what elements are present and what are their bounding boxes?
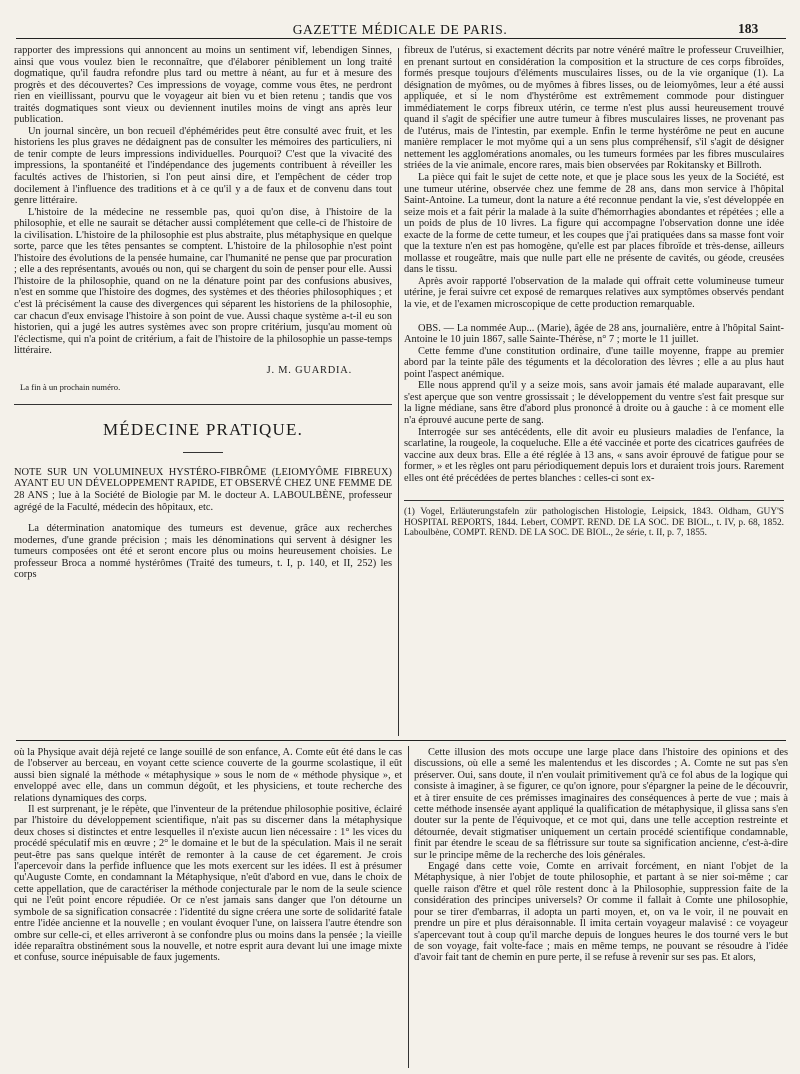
paragraph: Cette illusion des mots occupe une large place dans l'histoire des opinions et des discussions, où elle a semé les malentendus et les discordes ; A. Comte ne sut pas s'en préserver. Oui, sans doute, il n'en voulait primitivement qu'à ce fol abus de la logique qui consiste à imaginer, à se figurer, ce qu'on ignore, pour s'épargner la peine de le découvrir, et à tirer ensuite de ces prémisses imaginaires des conséquences à perte de vue ; mais à cette méthode insensée ayant appliqué la qualification de métaphysique, il glissa sans s'en douter sur la pente de l'équivoque, et ce mot qui, dans une telle acception restreinte et détournée, devait stigmatiser uniquement un certain procédé scientifique condamnable, finit par étendre le sceau de sa flétrissure sur toute sa signification ancienne, c'est-à-dire sur le principe même de la recherche des lois générales.	[414, 747, 788, 861]
paragraph: Engagé dans cette voie, Comte en arrivait forcément, en niant l'objet de la Métaphysique, à nier l'objet de toute philosophie, et partant à se nier soi-même ; car quelle raison d'être et quel rôle restent donc à la Philosophie, suppression faite de la considération des principes universels? Or comme il fallait à Comte une philosophie, pour se tirer d'embarras, il adopta un parti moyen, et, on va le voir, il ne pouvait en prendre un pire et plus déraisonnable. Il imita certain voyageur malavisé : ce voyageur s'apercevant tout à coup qu'il marche depuis de longues heures le dos tourné vers le but de son voyage, fait volte-face ; mais en même temps, ne pouvant se résoudre à l'idée d'avoir fait tant de chemin en pure perte, il se refuse à revenir sur ses pas. Et alors,	[414, 861, 788, 964]
section-ornament	[14, 447, 392, 459]
continuation-note: La fin à un prochain numéro.	[20, 382, 121, 393]
section-rule	[14, 404, 392, 405]
right-column	[404, 45, 784, 735]
footnote-rule	[404, 500, 784, 501]
page-header	[0, 6, 800, 37]
section-divider-rule	[16, 740, 786, 741]
left-column	[14, 45, 392, 735]
journal-title: GAZETTE MÉDICALE DE PARIS.	[292, 22, 508, 37]
paragraph: La pièce qui fait le sujet de cette note, et que je place sous les yeux de la Société, est une tumeur utérine, observée chez une femme de 28 ans, dans mon service à l'hôpital Saint-Antoine. La tumeur, dont la nature a été reconnue pendant la vie, s'est développée en seize mois et a fait périr la malade à la suite d'hémorrhagies abondantes et répétées ; elle a un poids de plus de 10 livres. La figure qui accompagne l'observation donne une idée exacte de la forme de cette tumeur, et les coupes que j'ai pratiquées dans sa masse font voir que la texture n'en est pas homogène, qu'elle est par places fibroïde et très-dense, ailleurs mollasse et rougeâtre, mais que nulle part elle ne présente de cavités, ou géode, creusées dans le tissu.	[404, 172, 784, 276]
column-divider-lower	[408, 746, 409, 1068]
paragraph: L'histoire de la médecine ne ressemble pas, quoi qu'on dise, à l'histoire de la philosophie, et elle ne saurait se détacher aussi complétement que celle-ci de l'histoire de la civilisation. L'histoire de la philosophie est plus abstraite, plus métaphysique en quelque sorte, parce que les têtes pensantes se comptent. L'histoire de la philosophie n'est point l'histoire des évolutions de la pensée humaine, car l'humanité ne pense que par procuration ; elle a des représentants, avoués ou non, qui se chargent du soin de penser pour elle. Aussi l'histoire de la philosophie, quand on ne la dénature point par des confusions abusives, n'est en somme que l'histoire des dogmes, des systèmes et des théories philosophiques ; et c'est là précisément la cause des divergences qui séparent les historiens de la philosophie, car chacun d'eux envisage l'histoire à son point de vue. Aussi chaque système a-t-il eu son historien, qui a jugé les autres systèmes avec son propre critérium, jusqu'au moment où l'éclectisme, qui n'a point de critérium, a fait de l'histoire de la philosophie un passe-temps littéraire.	[14, 206, 392, 357]
paragraph: Il est surprenant, je le répète, que l'inventeur de la prétendue philosophie positive, éclairé par l'histoire du développement scientifique, n'ait pas su discerner dans la métaphysique deux choses si distinctes et entre lesquelles il n'existe aucun lien nécessaire : 1° les vices du procédé spéculatif mis en œuvre ; 2° le domaine et le but de la spéculation. Mais il ne serait peut-être pas sans quelque intérêt de remonter à la cause de cet égarement. Je crois l'apercevoir dans la perfide influence que les mots exercent sur les idées. Il est à présumer qu'Auguste Comte, en condamnant la Métaphysique, n'eût d'abord en vue, dans le choix de cette appellation, que de caractériser la méthode conjecturale par le nom de la seule science qui ne l'eût point encore répudiée. Or ce n'est jamais sans danger que l'on détourne un symbole de sa signification consacrée : l'identité du signe créera une sorte de solidarité fatale entre l'idée ancienne et la nouvelle ; en voulant évoquer l'une, on laissera l'autre étendre son ombre sur celle-ci, et elles arriveront à se confondre plus ou moins dans la pensée ; la vieille idée reparaîtra obstinément sous la nouvelle, et notre esprit aura devant lui une image mixte et confuse, source inépuisable de faux jugements.	[14, 804, 402, 964]
paragraph: La détermination anatomique des tumeurs est devenue, grâce aux recherches modernes, d'une grande précision ; mais les dénominations qui servent à désigner les tumeurs composées ont été et seront encore plus ou moins heureusement choisies. Le professeur Broca a nommé hystérômes (Traité des tumeurs, t. I, p. 140, et II, 252) les corps	[14, 523, 392, 581]
paragraph: Après avoir rapporté l'observation de la malade qui offrait cette volumineuse tumeur utérine, je ferai suivre cet exposé de remarques relatives aux symptômes observés pendant la vie, et de l'examen microscopique de cette production remarquable.	[404, 275, 784, 311]
observation-heading: OBS. — La nommée Aup... (Marie), âgée de 28 ans, journalière, entre à l'hôpital Saint-Antoine le 10 juin 1867, salle Sainte-Thérèse, n° 7 ; morte le 11 juillet.	[404, 322, 784, 346]
bottom-left-column	[14, 747, 402, 1071]
article-title: NOTE SUR UN VOLUMINEUX HYSTÉRO-FIBRÔME (LEIOMYÔME FIBREUX) AYANT EU UN DÉVELOPPEMENT RAPIDE, ET OBSERVÉ CHEZ UNE FEMME DE 28 ANS ; lue à la Société de Biologie par M. le docteur A. LABOULBÈNE, professeur agrégé de la Faculté, médecin des hôpitaux, etc.	[14, 466, 392, 513]
paragraph: Interrogée sur ses antécédents, elle dit avoir eu plusieurs maladies de l'enfance, la scarlatine, la rougeole, la coqueluche. Elle a été vaccinée et porte des cicatrices gaufrées de vaccine aux deux bras. Elle a été réglée à 13 ans, « sans avoir éprouvé de fatigue pour se former, » et les règles ont paru périodiquement depuis lors et duraient trois jours. Rarement elles ont été précédées de pertes blanches : celles-ci sont ex-	[404, 426, 784, 484]
paragraph: rapporter des impressions qui annoncent au moins un sentiment vif, lebendigen Sinnes, ainsi que vous voulez bien le reconnaître, que d'élaborer péniblement un long traité dogmatique, qu'il faudra refondre plus tard ou mettre à néant, au fur et à mesure des progrès et des découvertes? Ces impressions de voyage, comme vous êtes, ne perdront rien en vieillissant, pourvu que le voyageur ait bien vu et bien retenu ; tandis que vos traités dogmatiques sont vieux ou deviennent inutiles moins de vingt ans après leur publication.	[14, 45, 392, 126]
paragraph: où la Physique avait déjà rejeté ce lange souillé de son enfance, A. Comte eût été dans le cas de l'observer au berceau, en voyant cette science couverte de la gourme scolastique, il eût aussi bien signalé la méthode « métaphysique » sous le nom de « méthode physique », et enveloppé avec elle, dans un commun dégoût, et les physiciens, et toute recherche des relations dynamiques des corps.	[14, 747, 402, 804]
page-number: 183	[738, 21, 759, 36]
author-signature: J. M. GUARDIA.	[266, 364, 352, 376]
paragraph: fibreux de l'utérus, si exactement décrits par notre vénéré maître le professeur Cruveilhier, en prenant surtout en considération la composition et la structure de ces corps fibroïdes, formés presque toujours d'éléments musculaires lisses, ou de la vie organique (1). La désignation de myômes, ou de myômes à fibres lisses, ou de leiomyômes, leur a été aussi appliquée, et si le nom d'hystérôme est extrêmement commode pour distinguer immédiatement le corps fibreux utérin, ce terme n'est plus aussi heureusement trouvé quand il s'agit de spécifier une autre tumeur à fibres musculaires lisses, ne provenant pas de l'utérus, mais de l'intestin, par exemple. Enfin le terme hystérôme ne peut en aucune manière remplacer le mot myôme qui a un sens plus compréhensif, s'il s'agit de désigner nettement les agglomérations anomales, ou les tumeurs formées par les fibres musculaires striées de la vie animale, encore rares, mais bien observées par Rokitansky et Billroth.	[404, 45, 784, 172]
section-title: MÉDECINE PRATIQUE.	[102, 420, 304, 440]
header-rule	[16, 38, 786, 39]
paragraph: Un journal sincère, un bon recueil d'éphémérides peut être consulté avec fruit, et les historiens les plus graves ne dédaignent pas de consulter les mémoires des particuliers, ni de tenir compte de leurs impressions individuelles. Pourquoi? C'est que la vivacité des impressions, la spontanéité et l'indépendance des jugements contribuent à réveiller les facultés actives de l'historien, si l'on peut ainsi dire, et l'empêchent de céder trop docilement à l'influence des traditions et à ce qu'il y a de faux et de convenu dans tout genre littéraire.	[14, 125, 392, 207]
column-divider-upper	[398, 48, 399, 736]
footnote: (1) Vogel, Erläuterungstafeln zür pathologischen Histologie, Leipsick, 1843. Oldham, GUY'S HOSPITAL REPORTS, 1844. Lebert, COMPT. REND. DE LA SOC. DE BIOL., t. IV, p. 68, 1852. Laboulbène, COMPT. REND. DE LA SOC. DE BIOL., 2e série, t. II, p. 7, 1855.	[404, 507, 784, 539]
paragraph: Elle nous apprend qu'il y a seize mois, sans avoir jamais été malade auparavant, elle s'est aperçue que son ventre grossissait ; le développement du ventre s'est fait presque sur la ligne médiane, sans être d'abord plus prononcé à droite ou à gauche : à ce moment elle n'a éprouvé aucune perte de sang.	[404, 380, 784, 426]
bottom-right-column	[414, 747, 788, 1071]
paragraph: Cette femme d'une constitution ordinaire, d'une taille moyenne, frappe au premier abord par la teinte pâle des téguments et la décoloration des lèvres ; elle a au plus haut point l'aspect anémique.	[404, 345, 784, 380]
